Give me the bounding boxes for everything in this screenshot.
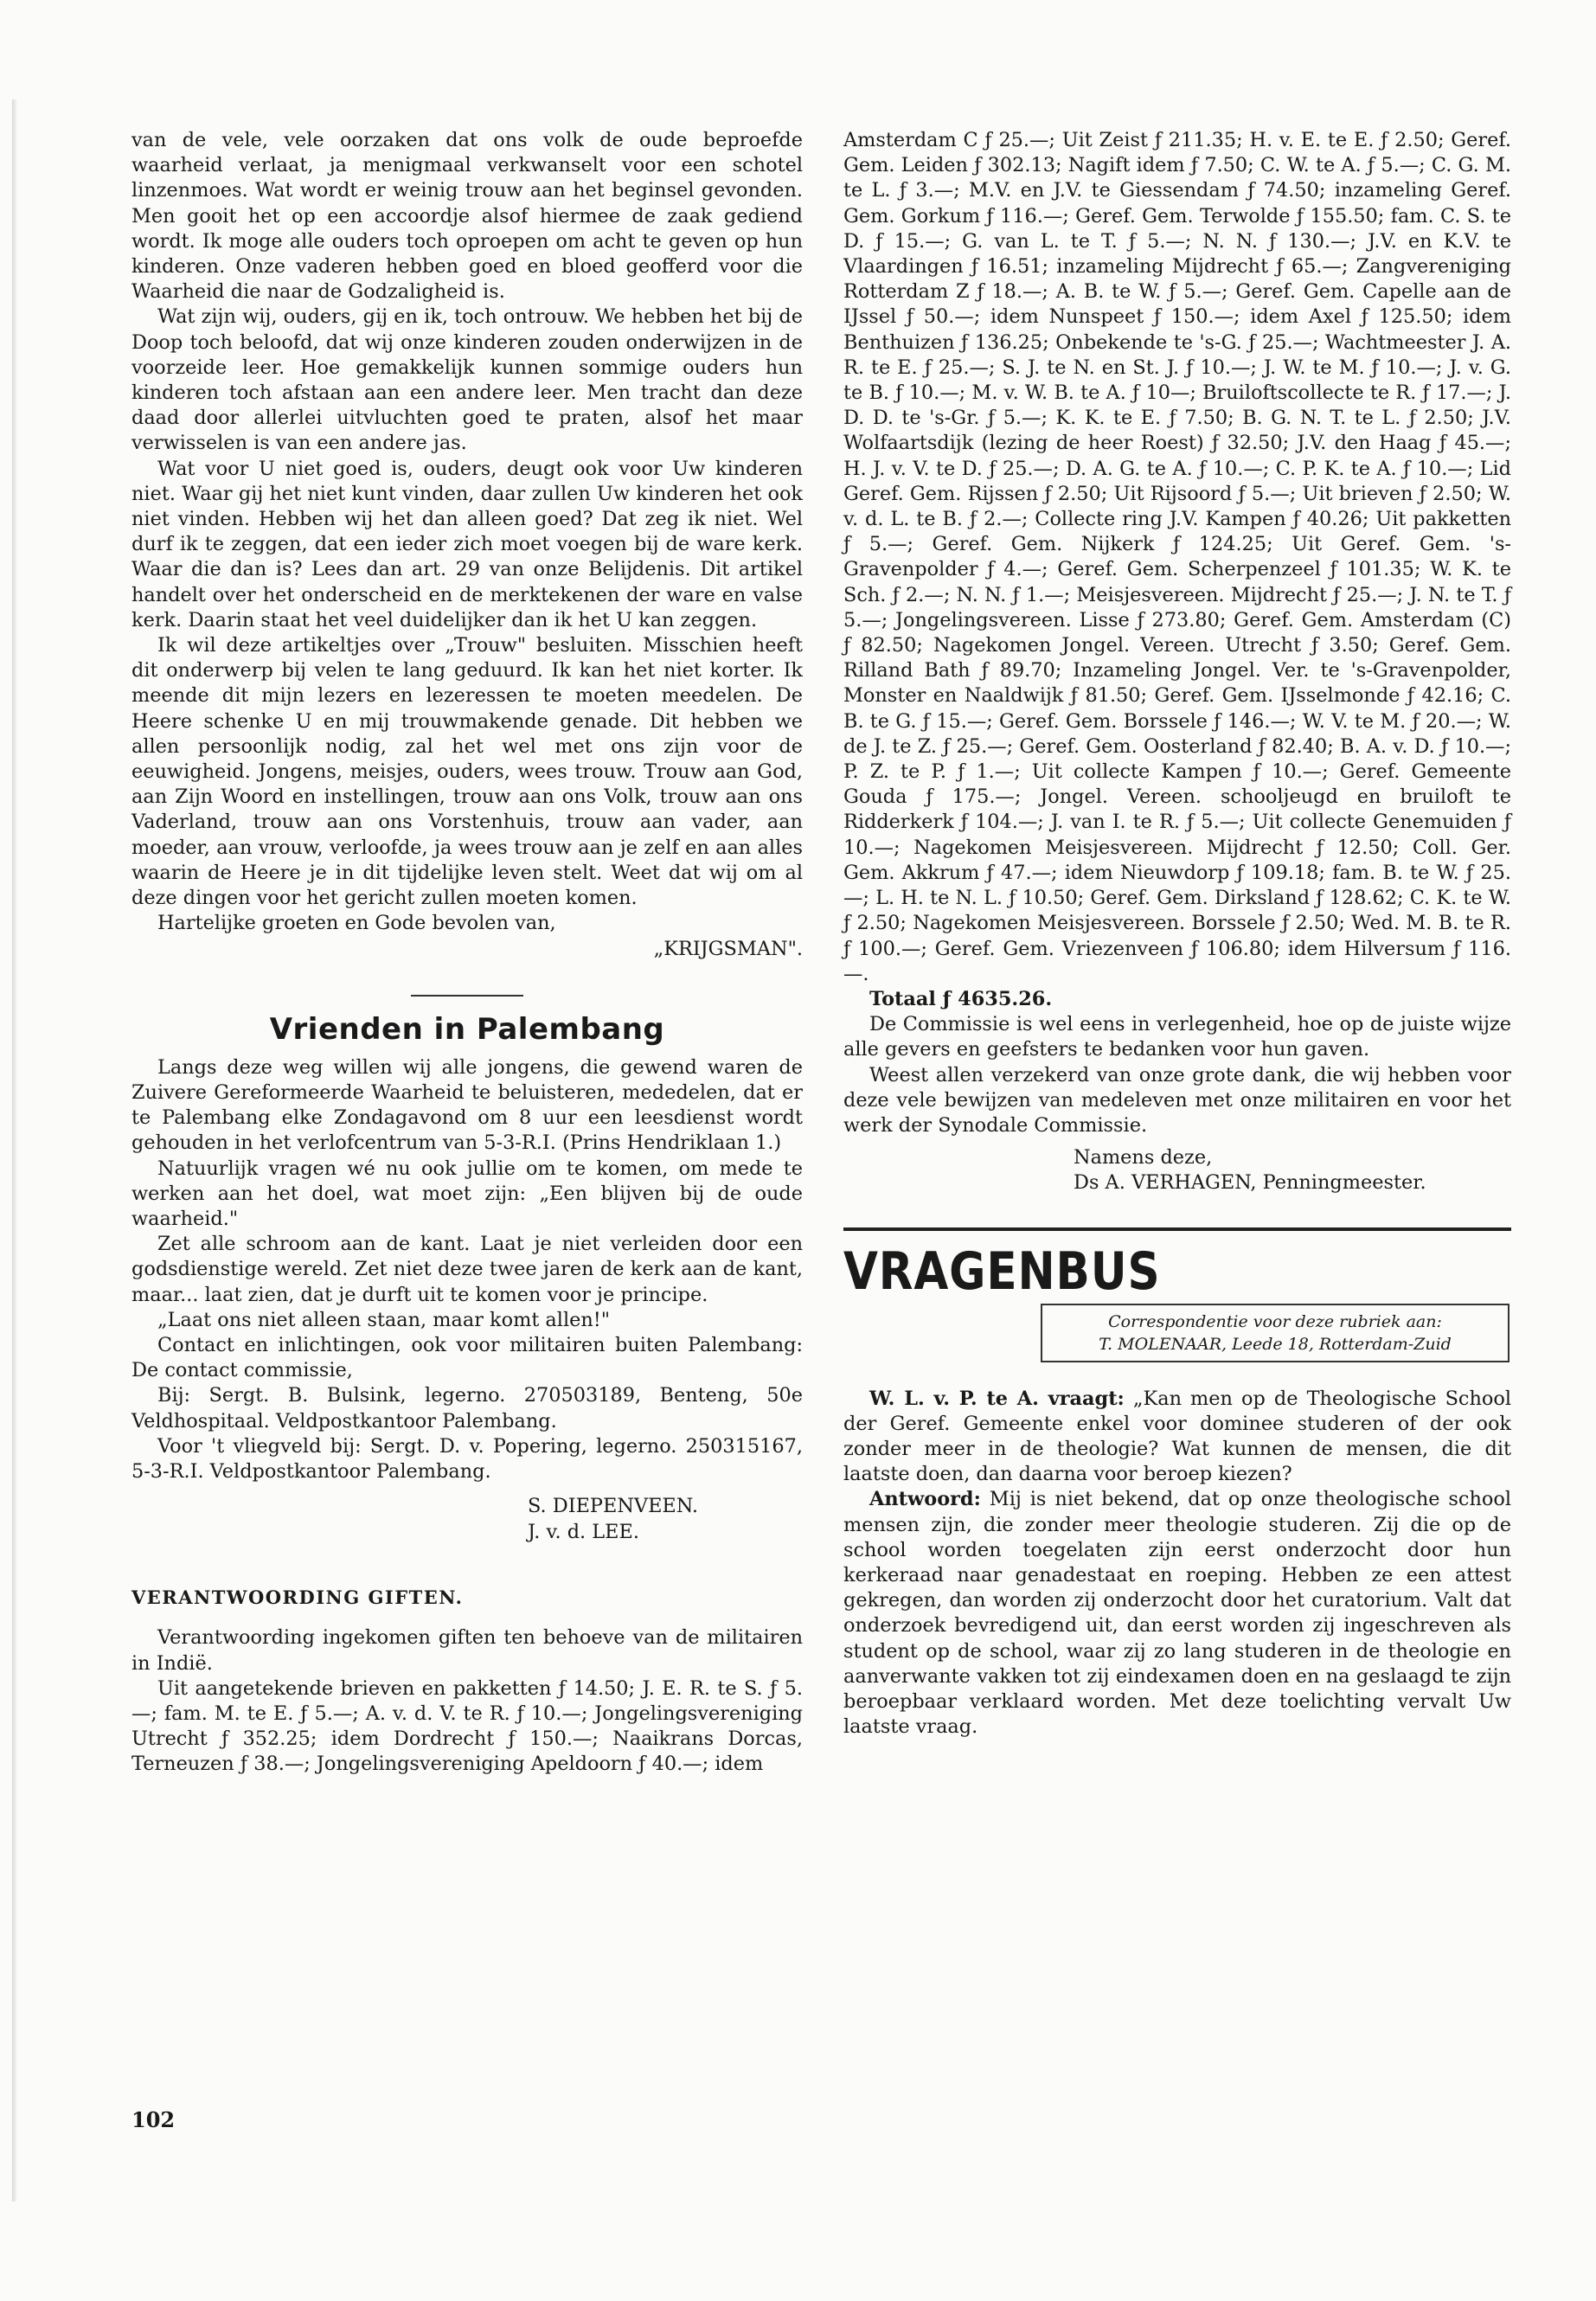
left-column bbox=[131, 128, 803, 1778]
page-edge-shadow bbox=[12, 99, 17, 2202]
giften-paragraph-1: Verantwoording ingekomen giften ten behoeve van de militairen in Indië. bbox=[131, 1626, 803, 1675]
donations-total: Totaal ƒ 4635.26. bbox=[869, 987, 1053, 1010]
palembang-paragraph-1: Langs deze weg willen wij alle jongens, die gewend waren de Zuivere Gereformeerde Waarheid te beluisteren, mededelen, dat er te Palembang elke Zondagavond om 8 uur een leesdienst wordt gehouden in het verlofcentrum van 5-3-R.I. (Prins Hendriklaan 1.) bbox=[131, 1055, 803, 1155]
closing-paragraph-2: Weest allen verzekerd van onze grote dank, die wij hebben voor deze vele bewijzen van medeleven met onze militairen en voor het werk der Synodale Commissie. bbox=[843, 1063, 1511, 1137]
palembang-heading: Vrienden in Palembang bbox=[269, 1011, 665, 1047]
vragenbus-top-rule bbox=[843, 1227, 1511, 1231]
palembang-paragraph-6: Bij: Sergt. B. Bulsink, legerno. 270503189, Benteng, 50e Veldhospitaal. Veldpostkantoor Palembang. bbox=[131, 1384, 803, 1433]
correspondence-line-1: Correspondentie voor deze rubriek aan: bbox=[1108, 1311, 1442, 1331]
closing-namens: Namens deze, bbox=[1074, 1146, 1213, 1170]
question-text: „Kan men op de Theologische School der Geref. Gemeente enkel voor dominee studeren of der ook zonder meer in de theologie? Wat kunnen de mensen, die dit laatste doen, dan daarna voor beroep kiezen? bbox=[843, 1387, 1511, 1486]
donations-list: Amsterdam C ƒ 25.—; Uit Zeist ƒ 211.35; H. v. E. te E. ƒ 2.50; Geref. Gem. Leiden ƒ 302.13; Nagift idem ƒ 7.50; C. W. te A. ƒ 5.—; C. G. M. te L. ƒ 3.—; M.V. en J.V. te Giessendam ƒ 74.50; inzameling Geref. Gem. Gorkum ƒ 116.—; Geref. Gem. Terwolde ƒ 155.50; fam. C. S. te D. ƒ 15.—; G. van L. te T. ƒ 5.—; N. N. ƒ 130.—; J.V. en K.V. te Vlaardingen ƒ 16.51; inzameling Mijdrecht ƒ 65.—; Zangvereniging Rotterdam Z ƒ 18.—; A. B. te W. ƒ 5.—; Geref. Gem. Capelle aan de IJssel ƒ 50.—; idem Nunspeet ƒ 150.—; idem Axel ƒ 125.50; idem Benthuizen ƒ 136.25; Onbekende te 's-G. ƒ 25.—; Wachtmeester J. A. R. te E. ƒ 25.—; S. J. te N. en St. J. ƒ 10.—; J. W. te M. ƒ 10.—; J. v. G. te B. ƒ 10.—; M. v. W. B. te A. ƒ 10—; Bruiloftscollecte te R. ƒ 17.—; J. D. D. te 's-Gr. ƒ 5.—; K. K. te E. ƒ 7.50; B. G. N. T. te L. ƒ 2.50; J.V. Wolfaartsdijk (lezing de heer Roest) ƒ 32.50; J.V. den Haag ƒ 45.—; H. J. v. V. te D. ƒ 25.—; D. A. G. te A. ƒ 10.—; C. P. K. te A. ƒ 10.—; Lid Geref. Gem. Rijssen ƒ 2.50; Uit Rijsoord ƒ 5.—; Uit brieven ƒ 2.50; W. v. d. L. te B. ƒ 2.—; Collecte ring J.V. Kampen ƒ 40.26; Uit pakketten ƒ 5.—; Geref. Gem. Nijkerk ƒ 124.25; Uit Geref. Gem. 's-Gravenpolder ƒ 4.—; Geref. Gem. Scherpenzeel ƒ 101.35; W. K. te Sch. ƒ 2.—; N. N. ƒ 1.—; Meisjesvereen. Mijdrecht ƒ 25.—; J. N. te T. ƒ 5.—; Jongelingsvereen. Lisse ƒ 273.80; Geref. Gem. Amsterdam (C) ƒ 82.50; Nagekomen Jongel. Vereen. Utrecht ƒ 3.50; Geref. Gem. Rilland Bath ƒ 89.70; Inzameling Jongel. Ver. te 's-Gravenpolder, Monster en Naaldwijk ƒ 81.50; Geref. Gem. IJsselmonde ƒ 42.16; C. B. te G. ƒ 15.—; Geref. Gem. Borssele ƒ 146.—; W. V. te M. ƒ 20.—; W. de J. te Z. ƒ 25.—; Geref. Gem. Oosterland ƒ 82.40; B. A. v. D. ƒ 10.—; P. Z. te P. ƒ 1.—; Uit collecte Kampen ƒ 10.—; Geref. Gemeente Gouda ƒ 175.—; Jongel. Vereen. schooljeugd en bruiloft te Ridderkerk ƒ 104.—; J. van I. te R. ƒ 5.—; Uit collecte Genemuiden ƒ 10.—; Nagekomen Meisjesvereen. Mijdrecht ƒ 12.50; Coll. Ger. Gem. Akkrum ƒ 47.—; idem Nieuwdorp ƒ 109.18; fam. B. te W. ƒ 25.—; L. H. te N. L. ƒ 10.50; Geref. Gem. Dirksland ƒ 128.62; C. K. te W. ƒ 2.50; Nagekomen Meisjesvereen. Borssele ƒ 2.50; Wed. M. B. te R. ƒ 100.—; Geref. Gem. Vriezenveen ƒ 106.80; idem Hilversum ƒ 116.—. bbox=[843, 129, 1511, 985]
answer-paragraph bbox=[843, 1487, 1511, 1740]
page-number: 102 bbox=[131, 2107, 176, 2132]
intro-paragraph-2: Wat zijn wij, ouders, gij en ik, toch ontrouw. We hebben het bij de Doop toch beloofd, dat wij onze kinderen zouden onderwijzen in de voorzeide leer. Hoe gemakkelijk kunnen sommige ouders hun kinderen toch afstaan aan een andere leer. Men tracht dan deze daad door allerlei uitvluchten goed te praten, alsof het maar verwisselen is van een andere jas. bbox=[131, 305, 803, 455]
answer-text: Mij is niet bekend, dat op onze theologische school mensen zijn, die zonder meer theologie studeren. Zij die op de school worden toegelaten zijn eerst onderzocht door hun kerkeraad naar genadestaat en roeping. Hebben ze een attest gekregen, dan worden zij onderzocht door het curatorium. Valt dat onderzoek bevredigend uit, dan eerst worden zij ingeschreven als student op de school, waar zij zo lang studeren in de theologie en aanverwante vakken tot zij eindexamen doen en na geslaagd te zijn beroepbaar verklaard worden. Met deze toelichting vervalt Uw laatste vraag. bbox=[843, 1488, 1511, 1739]
correspondence-box bbox=[1041, 1304, 1509, 1362]
intro-paragraph-5: Hartelijke groeten en Gode bevolen van, bbox=[157, 912, 556, 935]
section-divider bbox=[411, 995, 523, 997]
intro-paragraph-4: Ik wil deze artikeltjes over „Trouw" besluiten. Misschien heeft dit onderwerp bij velen te lang geduurd. Ik kan het niet korter. Ik meende dit mijn lezers en lezeressen te moeten meedelen. De Heere schenke U en mij trouwmakende genade. Dit hebben we allen persoonlijk nodig, zal het wel met ons zijn voor de eeuwigheid. Jongens, meisjes, ouders, wees trouw. Trouw aan God, aan Zijn Woord en instellingen, trouw aan ons Volk, trouw aan ons Vaderland, trouw aan ons Vorstenhuis, trouw aan vader, aan moeder, aan vrouw, verloofde, ja wees trouw aan je zelf en aan alles waarin de Heere je in dit tijdelijke leven stelt. Weet dat wij om al deze dingen voor het gericht zullen moeten komen. bbox=[131, 634, 803, 910]
giften-heading: VERANTWOORDING GIFTEN. bbox=[131, 1586, 464, 1609]
signer-1: S. DIEPENVEEN. bbox=[528, 1495, 699, 1518]
giften-paragraph-2: Uit aangetekende brieven en pakketten ƒ 14.50; J. E. R. te S. ƒ 5.—; fam. M. te E. ƒ 5.—; A. v. d. V. te R. ƒ 10.—; Jongelingsvereniging Utrecht ƒ 352.25; idem Dordrecht ƒ 150.—; Naaikrans Dorcas, Terneuzen ƒ 38.—; Jongelingsvereniging Apeldoorn ƒ 40.—; idem bbox=[131, 1676, 803, 1776]
intro-paragraph-1: van de vele, vele oorzaken dat ons volk de oude beproefde waarheid verlaat, ja menigmaal verkwanselt voor een schotel linzenmoes. Wat wordt er weinig trouw aan het beginsel gevonden. Men gooit het op een accoordje alsof hiermee de zaak gediend wordt. Ik moge alle ouders toch oproepen om acht te geven op hun kinderen. Onze vaderen hebben goed en bloed geofferd voor die Waarheid die naar de Godzaligheid is. bbox=[131, 129, 803, 304]
palembang-paragraph-3: Zet alle schroom aan de kant. Laat je niet verleiden door een godsdienstige wereld. Zet niet deze twee jaren de kerk aan de kant, maar... laat zien, dat je durft uit te komen voor je principe. bbox=[131, 1233, 803, 1306]
vragenbus-title: VRAGENBUS bbox=[843, 1240, 1161, 1302]
palembang-paragraph-5: Contact en inlichtingen, ook voor militairen buiten Palembang: De contact commissie, bbox=[131, 1333, 803, 1382]
palembang-paragraph-2: Natuurlijk vragen wé nu ook jullie om te komen, om mede te werken aan het doel, wat moet zijn: „Een blijven bij de oude waarheid." bbox=[131, 1157, 803, 1230]
signature-krijgsman: „KRIJGSMAN". bbox=[653, 937, 803, 960]
signer-2: J. v. d. LEE. bbox=[528, 1521, 639, 1544]
question-paragraph bbox=[843, 1387, 1511, 1488]
question-label: W. L. v. P. te A. vraagt: bbox=[869, 1387, 1125, 1410]
closing-paragraph-1: De Commissie is wel eens in verlegenheid, hoe op de juiste wijze alle gevers en geefsters te bedanken voor hun gaven. bbox=[843, 1013, 1511, 1061]
palembang-signers bbox=[131, 1493, 803, 1545]
closing-signature: Ds A. VERHAGEN, Penningmeester. bbox=[1074, 1171, 1426, 1195]
answer-label: Antwoord: bbox=[869, 1488, 981, 1511]
intro-paragraph-3: Wat voor U niet goed is, ouders, deugt ook voor Uw kinderen niet. Waar gij het niet kunt vinden, daar zullen Uw kinderen het ook niet vinden. Hebben wij het dan alleen goed? Dat zeg ik niet. Wel durf ik te zeggen, dat een ieder zich moet voegen bij de ware kerk. Waar die dan is? Lees dan art. 29 van onze Belijdenis. Dit artikel handelt over het onderscheid en de merktekenen der ware en valse kerk. Daarin staat het veel duidelijker dan ik het U kan zeggen. bbox=[131, 457, 803, 631]
correspondence-line-2: T. MOLENAAR, Leede 18, Rotterdam-Zuid bbox=[1099, 1334, 1452, 1354]
palembang-paragraph-4: „Laat ons niet alleen staan, maar komt allen!" bbox=[157, 1308, 611, 1331]
right-column bbox=[843, 128, 1511, 1740]
palembang-paragraph-7: Voor 't vliegveld bij: Sergt. D. v. Popering, legerno. 250315167, 5-3-R.I. Veldpostkantoor Palembang. bbox=[131, 1434, 803, 1483]
